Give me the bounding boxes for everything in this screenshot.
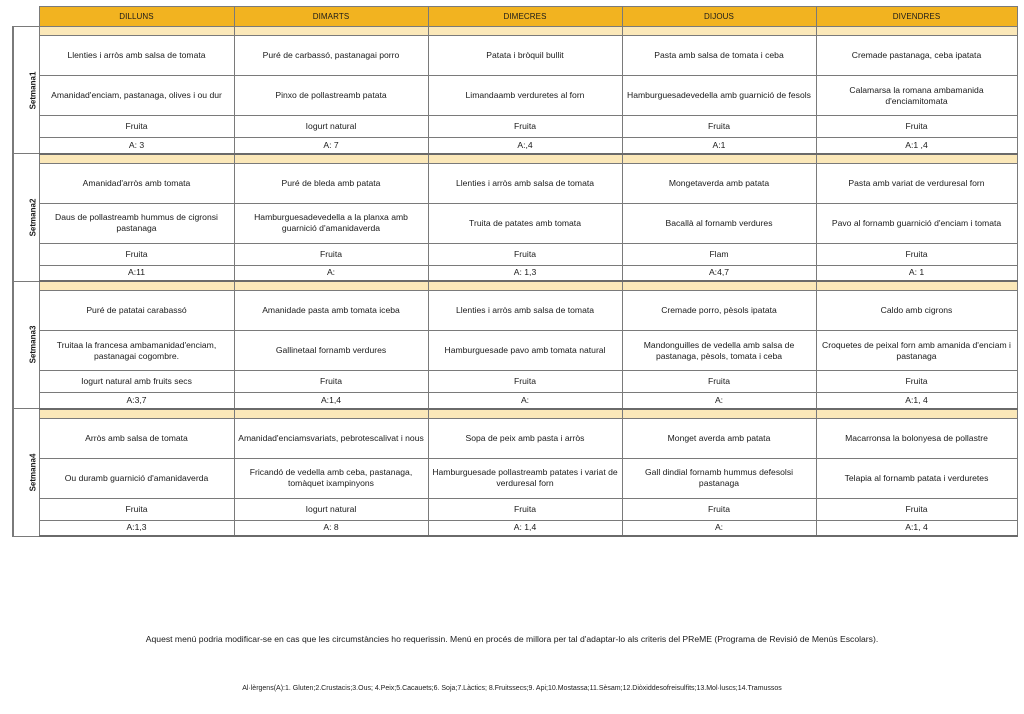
allergen-legend: Al·lèrgens(A):1. Gluten;2.Crustacis;3.Ous; 4.Peix;5.Cacauets;6. Soja;7.Làctics; 8.Fruitssecs;9. Api;10.Mostassa;11.Sèsam;12.Diòxiddesofreisulfits;13.Mol·luscs;14.Tramussos [242,685,782,692]
allergen-cell: A:1,4 [234,393,428,409]
day-header-wednesday: DIMECRES [428,7,622,27]
second-course-cell: Limandaamb verduretes al forn [428,76,622,116]
day-header-monday: DILLUNS [39,7,234,27]
allergen-row [13,265,1017,281]
week-label-cell [13,409,39,537]
first-course-cell: Pasta amb variat de verduresal forn [816,163,1017,203]
spacer-cell [428,154,622,164]
allergen-cell: A: [622,393,816,409]
dessert-cell: Fruita [39,243,234,265]
allergen-cell: A: 8 [234,520,428,536]
second-course-row [13,331,1017,371]
dessert-cell: Iogurt natural [234,116,428,138]
allergen-row [13,393,1017,409]
dessert-row [13,498,1017,520]
dessert-cell: Fruita [234,371,428,393]
first-course-cell: Pasta amb salsa de tomata i ceba [622,36,816,76]
dessert-cell: Fruita [816,371,1017,393]
spacer-cell [234,27,428,36]
allergen-cell: A: [428,393,622,409]
allergen-cell: A:1, 4 [816,393,1017,409]
spacer-cell [39,154,234,164]
dessert-cell: Fruita [39,116,234,138]
dessert-cell: Fruita [622,498,816,520]
week-block-1 [13,27,1017,154]
allergen-row [13,520,1017,536]
school-menu-table [12,6,1018,537]
allergen-cell: A: 1,4 [428,520,622,536]
second-course-cell: Croquetes de peixal forn amb amanida d'enciam i pastanaga [816,331,1017,371]
week-label-cell [13,27,39,154]
allergen-cell: A: 1 [816,265,1017,281]
week-label: Setmana3 [28,325,38,364]
allergen-cell: A:1, 4 [816,520,1017,536]
second-course-cell: Hamburguesadevedella a la planxa amb guarnició d'amanidaverda [234,203,428,243]
second-course-cell: Amanidad'enciam, pastanaga, olives i ou dur [39,76,234,116]
second-course-cell: Gallinetaal fornamb verdures [234,331,428,371]
week-spacer-row [13,154,1017,164]
spacer-cell [234,281,428,291]
first-course-cell: Amanidad'enciamsvariats, pebrotescalivat i nous [234,418,428,458]
dessert-cell: Fruita [622,371,816,393]
spacer-cell [39,281,234,291]
spacer-cell [428,27,622,36]
allergen-cell: A:4,7 [622,265,816,281]
second-course-cell: Truitaa la francesa ambamanidad'enciam, pastanagai cogombre. [39,331,234,371]
first-course-cell: Llenties i arròs amb salsa de tomata [39,36,234,76]
first-course-row [13,418,1017,458]
day-header-tuesday: DIMARTS [234,7,428,27]
second-course-cell: Telapia al fornamb patata i verduretes [816,458,1017,498]
first-course-cell: Macarronsa la bolonyesa de pollastre [816,418,1017,458]
first-course-cell: Patata i bròquil bullit [428,36,622,76]
first-course-cell: Caldo amb cigrons [816,291,1017,331]
spacer-cell [428,409,622,419]
dessert-cell: Fruita [428,116,622,138]
spacer-cell [622,27,816,36]
dessert-cell: Fruita [816,498,1017,520]
day-header-row [13,7,1017,27]
spacer-cell [39,27,234,36]
first-course-cell: Llenties i arròs amb salsa de tomata [428,291,622,331]
first-course-cell: Mongetaverda amb patata [622,163,816,203]
first-course-cell: Sopa de peix amb pasta i arròs [428,418,622,458]
allergen-cell: A: [622,520,816,536]
allergen-cell: A: 3 [39,138,234,154]
first-course-cell: Amanidade pasta amb tomata iceba [234,291,428,331]
day-header-friday: DIVENDRES [816,7,1017,27]
allergen-cell: A: [234,265,428,281]
allergen-cell: A:,4 [428,138,622,154]
dessert-cell: Iogurt natural [234,498,428,520]
first-course-cell: Cremade pastanaga, ceba ipatata [816,36,1017,76]
week-label: Setmana1 [28,71,38,109]
week-block-4 [13,409,1017,537]
day-header-thursday: DIJOUS [622,7,816,27]
allergen-cell: A:3,7 [39,393,234,409]
dessert-cell: Fruita [816,243,1017,265]
allergen-row [13,138,1017,154]
second-course-cell: Fricandó de vedella amb ceba, pastanaga, tomàquet ixampinyons [234,458,428,498]
spacer-cell [234,409,428,419]
allergen-cell: A:1,3 [39,520,234,536]
spacer-cell [622,409,816,419]
week-label-cell [13,281,39,409]
first-course-cell: Puré de patatai carabassó [39,291,234,331]
second-course-cell: Daus de pollastreamb hummus de cigronsi pastanaga [39,203,234,243]
second-course-cell: Hamburguesade pavo amb tomata natural [428,331,622,371]
week-label: Setmana4 [28,453,38,492]
first-course-cell: Puré de carbassó, pastanagai porro [234,36,428,76]
spacer-cell [234,154,428,164]
dessert-row [13,116,1017,138]
dessert-cell: Fruita [428,498,622,520]
allergen-cell: A: 1,3 [428,265,622,281]
week-block-3 [13,281,1017,409]
week-spacer-row [13,27,1017,36]
dessert-cell: Fruita [428,371,622,393]
first-course-cell: Monget averda amb patata [622,418,816,458]
first-course-cell: Llenties i arròs amb salsa de tomata [428,163,622,203]
spacer-cell [816,409,1017,419]
first-course-cell: Amanidad'arròs amb tomata [39,163,234,203]
dessert-cell: Fruita [428,243,622,265]
second-course-row [13,458,1017,498]
spacer-cell [428,281,622,291]
week-label-cell [13,154,39,282]
second-course-cell: Gall dindial fornamb hummus defesolsi pastanaga [622,458,816,498]
second-course-cell: Calamarsa la romana ambamanida d'enciamitomata [816,76,1017,116]
second-course-cell: Ou duramb guarnició d'amanidaverda [39,458,234,498]
week-label: Setmana2 [28,198,38,237]
allergen-cell: A: 7 [234,138,428,154]
first-course-cell: Cremade porro, pèsols ipatata [622,291,816,331]
spacer-cell [39,409,234,419]
spacer-cell [816,154,1017,164]
dessert-cell: Fruita [622,116,816,138]
second-course-cell: Hamburguesadevedella amb guarnició de fesols [622,76,816,116]
dessert-cell: Fruita [816,116,1017,138]
dessert-row [13,243,1017,265]
header-corner [13,7,39,27]
second-course-cell: Hamburguesade pollastreamb patates i variat de verduresal forn [428,458,622,498]
week-spacer-row [13,409,1017,419]
dessert-row [13,371,1017,393]
second-course-row [13,203,1017,243]
second-course-cell: Pavo al fornamb guarnició d'enciam i tomata [816,203,1017,243]
first-course-row [13,36,1017,76]
spacer-cell [622,281,816,291]
dessert-cell: Iogurt natural amb fruits secs [39,371,234,393]
spacer-cell [816,27,1017,36]
dessert-cell: Fruita [234,243,428,265]
allergen-cell: A:11 [39,265,234,281]
second-course-cell: Bacallà al fornamb verdures [622,203,816,243]
second-course-cell: Truita de patates amb tomata [428,203,622,243]
first-course-row [13,291,1017,331]
dessert-cell: Flam [622,243,816,265]
first-course-cell: Arròs amb salsa de tomata [39,418,234,458]
second-course-cell: Mandonguilles de vedella amb salsa de pastanaga, pèsols, tomata i ceba [622,331,816,371]
week-spacer-row [13,281,1017,291]
allergen-cell: A:1 [622,138,816,154]
second-course-row [13,76,1017,116]
week-block-2 [13,154,1017,282]
first-course-row [13,163,1017,203]
second-course-cell: Pinxo de pollastreamb patata [234,76,428,116]
spacer-cell [816,281,1017,291]
dessert-cell: Fruita [39,498,234,520]
first-course-cell: Puré de bleda amb patata [234,163,428,203]
spacer-cell [622,154,816,164]
menu-change-notice: Aquest menú podria modificar-se en cas que les circumstàncies ho requerissin. Menú en procés de millora per tal d'adaptar-lo als criteris del PReME (Programa de Revisió de Menús Escolars). [145,634,879,644]
allergen-cell: A:1 ,4 [816,138,1017,154]
